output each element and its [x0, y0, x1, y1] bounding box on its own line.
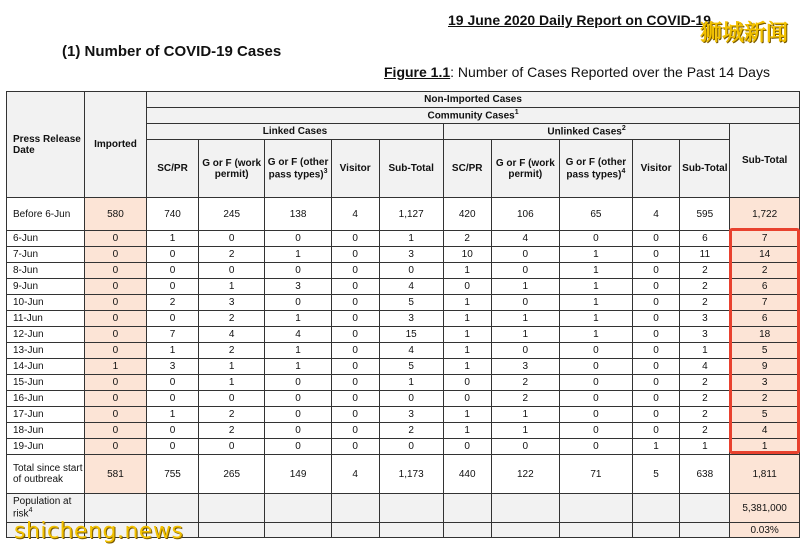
percentage-empty-4 — [265, 523, 331, 538]
cell-linked-scpr: 1 — [147, 231, 199, 247]
unlinked-scpr-header: SC/PR — [443, 140, 491, 198]
population-empty-5 — [331, 494, 379, 523]
cell-linked-subtotal: 4 — [379, 343, 443, 359]
cell-unlinked-gfw: 0 — [491, 295, 559, 311]
cell-linked-gfw: 2 — [198, 423, 264, 439]
cell-linked-gfw: 0 — [198, 263, 264, 279]
non-imported-header: Non-Imported Cases — [147, 92, 800, 108]
cell-linked-scpr: 2 — [147, 295, 199, 311]
total-subtotal: 1,811 — [730, 455, 800, 494]
cell-unlinked-gfo: 0 — [560, 407, 633, 423]
cell-unlinked-visitor: 0 — [632, 359, 680, 375]
cell-unlinked-subtotal: 2 — [680, 407, 730, 423]
table-row — [7, 247, 800, 263]
cell-unlinked-scpr: 0 — [443, 375, 491, 391]
percentage-empty-10 — [632, 523, 680, 538]
percentage-empty-9 — [560, 523, 633, 538]
unlinked-cases-sup: 2 — [621, 125, 626, 133]
cell-unlinked-gfo: 0 — [560, 343, 633, 359]
cell-linked-scpr: 0 — [147, 375, 199, 391]
cell-unlinked-gfo: 1 — [560, 247, 633, 263]
sub-total-final-header: Sub-Total — [730, 124, 800, 198]
percentage-empty-11 — [680, 523, 730, 538]
cell-unlinked-subtotal: 4 — [680, 359, 730, 375]
population-empty-3 — [198, 494, 264, 523]
cell-subtotal: 6 — [730, 279, 800, 295]
cell-unlinked-scpr: 1 — [443, 311, 491, 327]
population-label-text: Population at risk — [13, 496, 72, 520]
cell-unlinked-gfo: 0 — [560, 359, 633, 375]
cell-unlinked-gfo: 1 — [560, 295, 633, 311]
cell-linked-visitor: 0 — [331, 439, 379, 455]
table-row — [7, 407, 800, 423]
cell-unlinked-scpr: 10 — [443, 247, 491, 263]
cell-linked-gfw: 1 — [198, 279, 264, 295]
cell-unlinked-scpr: 1 — [443, 327, 491, 343]
cell-linked-visitor: 0 — [331, 391, 379, 407]
cell-subtotal: 1,722 — [730, 198, 800, 231]
cell-linked-gfw: 0 — [198, 231, 264, 247]
linked-gfo-label: G or F (other pass types) — [267, 156, 329, 181]
table-row — [7, 311, 800, 327]
cell-linked-scpr: 740 — [147, 198, 199, 231]
watermark-bottom: shicheng.news — [14, 519, 184, 544]
cell-linked-gfw: 0 — [198, 391, 264, 407]
cell-unlinked-visitor: 0 — [632, 391, 680, 407]
percentage-empty-6 — [379, 523, 443, 538]
cell-unlinked-subtotal: 2 — [680, 263, 730, 279]
cell-unlinked-visitor: 0 — [632, 311, 680, 327]
cell-linked-gfo: 1 — [265, 359, 331, 375]
cell-linked-visitor: 0 — [331, 359, 379, 375]
cell-unlinked-gfo: 1 — [560, 327, 633, 343]
cell-unlinked-gfw: 3 — [491, 359, 559, 375]
cell-linked-visitor: 0 — [331, 247, 379, 263]
cell-unlinked-gfo: 0 — [560, 391, 633, 407]
cell-subtotal: 5 — [730, 407, 800, 423]
total-linked-visitor: 4 — [331, 455, 379, 494]
cell-unlinked-gfo: 1 — [560, 263, 633, 279]
figure-caption-text: : Number of Cases Reported over the Past 14 Days — [450, 64, 770, 80]
cell-unlinked-visitor: 4 — [632, 198, 680, 231]
cell-unlinked-subtotal: 11 — [680, 247, 730, 263]
table-row — [7, 295, 800, 311]
cell-unlinked-visitor: 0 — [632, 247, 680, 263]
cell-unlinked-visitor: 0 — [632, 263, 680, 279]
cell-unlinked-scpr: 1 — [443, 343, 491, 359]
population-empty-7 — [443, 494, 491, 523]
cell-linked-visitor: 4 — [331, 198, 379, 231]
total-linked-subtotal: 1,173 — [379, 455, 443, 494]
total-unlinked-gfw: 122 — [491, 455, 559, 494]
table-body — [7, 198, 800, 455]
total-row — [7, 455, 800, 494]
cell-unlinked-gfw: 0 — [491, 439, 559, 455]
figure-caption — [384, 64, 770, 80]
total-linked-gfo: 149 — [265, 455, 331, 494]
watermark-top: 狮城新闻 — [699, 21, 788, 46]
unlinked-gfw-header: G or F (work permit) — [491, 140, 559, 198]
cell-subtotal: 2 — [730, 391, 800, 407]
cell-imported: 0 — [84, 343, 146, 359]
cell-unlinked-scpr: 1 — [443, 423, 491, 439]
table-row — [7, 423, 800, 439]
cell-unlinked-scpr: 1 — [443, 359, 491, 375]
table-row — [7, 198, 800, 231]
cell-unlinked-gfw: 1 — [491, 423, 559, 439]
cell-imported: 0 — [84, 423, 146, 439]
cell-linked-gfw: 2 — [198, 343, 264, 359]
cell-linked-gfo: 0 — [265, 423, 331, 439]
cell-imported: 0 — [84, 295, 146, 311]
cell-linked-gfo: 0 — [265, 375, 331, 391]
cell-imported: 0 — [84, 247, 146, 263]
cell-linked-visitor: 0 — [331, 263, 379, 279]
unlinked-cases-header — [443, 124, 729, 140]
cell-linked-gfw: 4 — [198, 327, 264, 343]
cell-unlinked-scpr: 0 — [443, 279, 491, 295]
row-date: 18-Jun — [7, 423, 85, 439]
percentage-empty-3 — [198, 523, 264, 538]
cell-subtotal: 7 — [730, 295, 800, 311]
cell-linked-subtotal: 3 — [379, 247, 443, 263]
unlinked-visitor-header: Visitor — [632, 140, 680, 198]
cell-unlinked-visitor: 0 — [632, 343, 680, 359]
cell-unlinked-gfw: 2 — [491, 375, 559, 391]
cell-linked-visitor: 0 — [331, 295, 379, 311]
cell-unlinked-subtotal: 6 — [680, 231, 730, 247]
total-unlinked-gfo: 71 — [560, 455, 633, 494]
cell-linked-visitor: 0 — [331, 311, 379, 327]
cell-unlinked-gfo: 65 — [560, 198, 633, 231]
row-date: 7-Jun — [7, 247, 85, 263]
cell-linked-gfo: 1 — [265, 311, 331, 327]
cell-linked-visitor: 0 — [331, 423, 379, 439]
cell-imported: 0 — [84, 279, 146, 295]
community-cases-header — [147, 108, 800, 124]
table-row — [7, 279, 800, 295]
cell-linked-visitor: 0 — [331, 375, 379, 391]
total-unlinked-scpr: 440 — [443, 455, 491, 494]
table-row — [7, 343, 800, 359]
table-row — [7, 391, 800, 407]
cell-linked-subtotal: 0 — [379, 439, 443, 455]
cell-linked-gfo: 4 — [265, 327, 331, 343]
cell-imported: 0 — [84, 407, 146, 423]
cell-linked-scpr: 0 — [147, 247, 199, 263]
cell-unlinked-visitor: 0 — [632, 423, 680, 439]
cell-unlinked-scpr: 1 — [443, 263, 491, 279]
cell-unlinked-gfw: 0 — [491, 247, 559, 263]
cell-linked-visitor: 0 — [331, 279, 379, 295]
table-row — [7, 375, 800, 391]
header-row-1 — [7, 92, 800, 108]
cell-unlinked-subtotal: 1 — [680, 439, 730, 455]
unlinked-gfo-header — [560, 140, 633, 198]
cell-unlinked-gfw: 0 — [491, 343, 559, 359]
cell-subtotal: 6 — [730, 311, 800, 327]
population-empty-4 — [265, 494, 331, 523]
cell-linked-gfw: 0 — [198, 439, 264, 455]
row-date: 13-Jun — [7, 343, 85, 359]
cell-unlinked-subtotal: 3 — [680, 311, 730, 327]
row-date: 15-Jun — [7, 375, 85, 391]
unlinked-cases-label: Unlinked Cases — [547, 126, 622, 138]
row-date: 6-Jun — [7, 231, 85, 247]
unlinked-gfo-sup: 4 — [621, 167, 626, 175]
cell-unlinked-visitor: 1 — [632, 439, 680, 455]
row-date: 8-Jun — [7, 263, 85, 279]
cell-linked-gfo: 0 — [265, 407, 331, 423]
cell-imported: 0 — [84, 439, 146, 455]
cell-linked-scpr: 1 — [147, 343, 199, 359]
table-row — [7, 231, 800, 247]
cell-unlinked-gfw: 1 — [491, 407, 559, 423]
cell-unlinked-visitor: 0 — [632, 407, 680, 423]
cell-unlinked-gfw: 4 — [491, 231, 559, 247]
cell-linked-gfw: 1 — [198, 359, 264, 375]
linked-visitor-header: Visitor — [331, 140, 379, 198]
cell-unlinked-scpr: 1 — [443, 295, 491, 311]
cell-linked-gfw: 2 — [198, 311, 264, 327]
linked-scpr-header: SC/PR — [147, 140, 199, 198]
cell-linked-gfw: 1 — [198, 375, 264, 391]
cell-linked-gfw: 245 — [198, 198, 264, 231]
row-date: 19-Jun — [7, 439, 85, 455]
cell-linked-scpr: 0 — [147, 423, 199, 439]
cell-linked-scpr: 0 — [147, 311, 199, 327]
cell-subtotal: 18 — [730, 327, 800, 343]
total-linked-scpr: 755 — [147, 455, 199, 494]
cases-table — [6, 91, 800, 538]
row-date: 9-Jun — [7, 279, 85, 295]
cell-unlinked-gfo: 1 — [560, 311, 633, 327]
population-empty-9 — [560, 494, 633, 523]
total-label: Total since start of outbreak — [7, 455, 85, 494]
percentage-empty-7 — [443, 523, 491, 538]
section-title: (1) Number of COVID-19 Cases — [62, 43, 282, 60]
cell-unlinked-gfw: 1 — [491, 311, 559, 327]
cell-subtotal: 2 — [730, 263, 800, 279]
row-date: Before 6-Jun — [7, 198, 85, 231]
cell-unlinked-subtotal: 2 — [680, 391, 730, 407]
percentage-empty-8 — [491, 523, 559, 538]
cell-linked-scpr: 0 — [147, 279, 199, 295]
cell-subtotal: 1 — [730, 439, 800, 455]
cell-linked-visitor: 0 — [331, 327, 379, 343]
total-linked-gfw: 265 — [198, 455, 264, 494]
cell-linked-visitor: 0 — [331, 231, 379, 247]
cell-subtotal: 14 — [730, 247, 800, 263]
cell-linked-subtotal: 2 — [379, 423, 443, 439]
cell-unlinked-gfw: 0 — [491, 263, 559, 279]
cell-linked-visitor: 0 — [331, 407, 379, 423]
cell-linked-gfo: 0 — [265, 439, 331, 455]
cell-subtotal: 3 — [730, 375, 800, 391]
cell-unlinked-scpr: 420 — [443, 198, 491, 231]
linked-subtotal-header: Sub-Total — [379, 140, 443, 198]
cell-linked-subtotal: 0 — [379, 391, 443, 407]
report-title: 19 June 2020 Daily Report on COVID-19 — [448, 12, 711, 28]
linked-cases-header: Linked Cases — [147, 124, 444, 140]
cell-imported: 0 — [84, 231, 146, 247]
cell-linked-gfo: 0 — [265, 263, 331, 279]
table-row — [7, 327, 800, 343]
cell-unlinked-subtotal: 2 — [680, 279, 730, 295]
total-imported: 581 — [84, 455, 146, 494]
cell-unlinked-subtotal: 2 — [680, 375, 730, 391]
unlinked-gfo-label: G or F (other pass types) — [565, 156, 627, 181]
cell-linked-subtotal: 3 — [379, 407, 443, 423]
cell-linked-scpr: 0 — [147, 439, 199, 455]
cell-unlinked-gfw: 1 — [491, 327, 559, 343]
cell-linked-subtotal: 1 — [379, 375, 443, 391]
row-date: 10-Jun — [7, 295, 85, 311]
cell-unlinked-subtotal: 595 — [680, 198, 730, 231]
linked-gfo-header — [265, 140, 331, 198]
cell-unlinked-visitor: 0 — [632, 231, 680, 247]
figure-label: Figure 1.1 — [384, 64, 451, 80]
percentage-value: 0.03% — [730, 523, 800, 538]
cell-linked-gfo: 3 — [265, 279, 331, 295]
cell-linked-subtotal: 0 — [379, 263, 443, 279]
press-release-date-header: Press Release Date — [7, 92, 85, 198]
cell-imported: 0 — [84, 327, 146, 343]
cell-unlinked-gfo: 1 — [560, 279, 633, 295]
cell-subtotal: 9 — [730, 359, 800, 375]
cell-linked-subtotal: 5 — [379, 295, 443, 311]
cell-linked-gfw: 2 — [198, 247, 264, 263]
table-row — [7, 439, 800, 455]
cell-unlinked-subtotal: 2 — [680, 295, 730, 311]
cell-unlinked-visitor: 0 — [632, 279, 680, 295]
cell-imported: 1 — [84, 359, 146, 375]
cell-unlinked-gfo: 0 — [560, 231, 633, 247]
cell-imported: 580 — [84, 198, 146, 231]
total-unlinked-subtotal: 638 — [680, 455, 730, 494]
cell-unlinked-scpr: 0 — [443, 439, 491, 455]
cell-subtotal: 7 — [730, 231, 800, 247]
cell-linked-scpr: 7 — [147, 327, 199, 343]
population-empty-10 — [632, 494, 680, 523]
cell-linked-subtotal: 3 — [379, 311, 443, 327]
cell-linked-gfo: 0 — [265, 391, 331, 407]
cell-imported: 0 — [84, 263, 146, 279]
cell-unlinked-scpr: 1 — [443, 407, 491, 423]
cell-unlinked-scpr: 2 — [443, 231, 491, 247]
cell-subtotal: 5 — [730, 343, 800, 359]
cell-imported: 0 — [84, 391, 146, 407]
cell-linked-scpr: 0 — [147, 391, 199, 407]
unlinked-subtotal-header: Sub-Total — [680, 140, 730, 198]
cell-linked-subtotal: 4 — [379, 279, 443, 295]
cell-linked-gfo: 0 — [265, 295, 331, 311]
cell-unlinked-scpr: 0 — [443, 391, 491, 407]
population-empty-6 — [379, 494, 443, 523]
row-date: 16-Jun — [7, 391, 85, 407]
cell-imported: 0 — [84, 311, 146, 327]
cell-linked-gfo: 1 — [265, 343, 331, 359]
community-cases-label: Community Cases — [427, 110, 515, 122]
total-unlinked-visitor: 5 — [632, 455, 680, 494]
cell-unlinked-gfw: 2 — [491, 391, 559, 407]
row-date: 14-Jun — [7, 359, 85, 375]
cell-unlinked-gfo: 0 — [560, 375, 633, 391]
cell-linked-gfw: 3 — [198, 295, 264, 311]
cell-linked-scpr: 0 — [147, 263, 199, 279]
cell-unlinked-gfw: 1 — [491, 279, 559, 295]
row-date: 11-Jun — [7, 311, 85, 327]
cell-linked-gfw: 2 — [198, 407, 264, 423]
population-empty-11 — [680, 494, 730, 523]
cell-linked-subtotal: 5 — [379, 359, 443, 375]
cell-unlinked-visitor: 0 — [632, 295, 680, 311]
percentage-empty-5 — [331, 523, 379, 538]
cell-linked-gfo: 0 — [265, 231, 331, 247]
cell-unlinked-subtotal: 3 — [680, 327, 730, 343]
row-date: 12-Jun — [7, 327, 85, 343]
cell-unlinked-gfo: 0 — [560, 439, 633, 455]
cell-linked-scpr: 3 — [147, 359, 199, 375]
cell-unlinked-visitor: 0 — [632, 327, 680, 343]
cell-unlinked-gfo: 0 — [560, 423, 633, 439]
cell-linked-subtotal: 15 — [379, 327, 443, 343]
linked-gfo-sup: 3 — [323, 167, 328, 175]
linked-gfw-header: G or F (work permit) — [198, 140, 264, 198]
population-value: 5,381,000 — [730, 494, 800, 523]
cell-linked-gfo: 138 — [265, 198, 331, 231]
community-cases-sup: 1 — [514, 109, 519, 117]
cell-linked-subtotal: 1,127 — [379, 198, 443, 231]
cell-subtotal: 4 — [730, 423, 800, 439]
population-empty-8 — [491, 494, 559, 523]
cell-linked-subtotal: 1 — [379, 231, 443, 247]
cell-linked-scpr: 1 — [147, 407, 199, 423]
population-label-sup: 4 — [28, 507, 33, 515]
table-row — [7, 263, 800, 279]
cell-unlinked-subtotal: 2 — [680, 423, 730, 439]
cell-unlinked-gfw: 106 — [491, 198, 559, 231]
imported-header: Imported — [84, 92, 146, 198]
cell-unlinked-visitor: 0 — [632, 375, 680, 391]
cell-unlinked-subtotal: 1 — [680, 343, 730, 359]
table-row — [7, 359, 800, 375]
row-date: 17-Jun — [7, 407, 85, 423]
cell-linked-gfo: 1 — [265, 247, 331, 263]
cell-linked-visitor: 0 — [331, 343, 379, 359]
cell-imported: 0 — [84, 375, 146, 391]
